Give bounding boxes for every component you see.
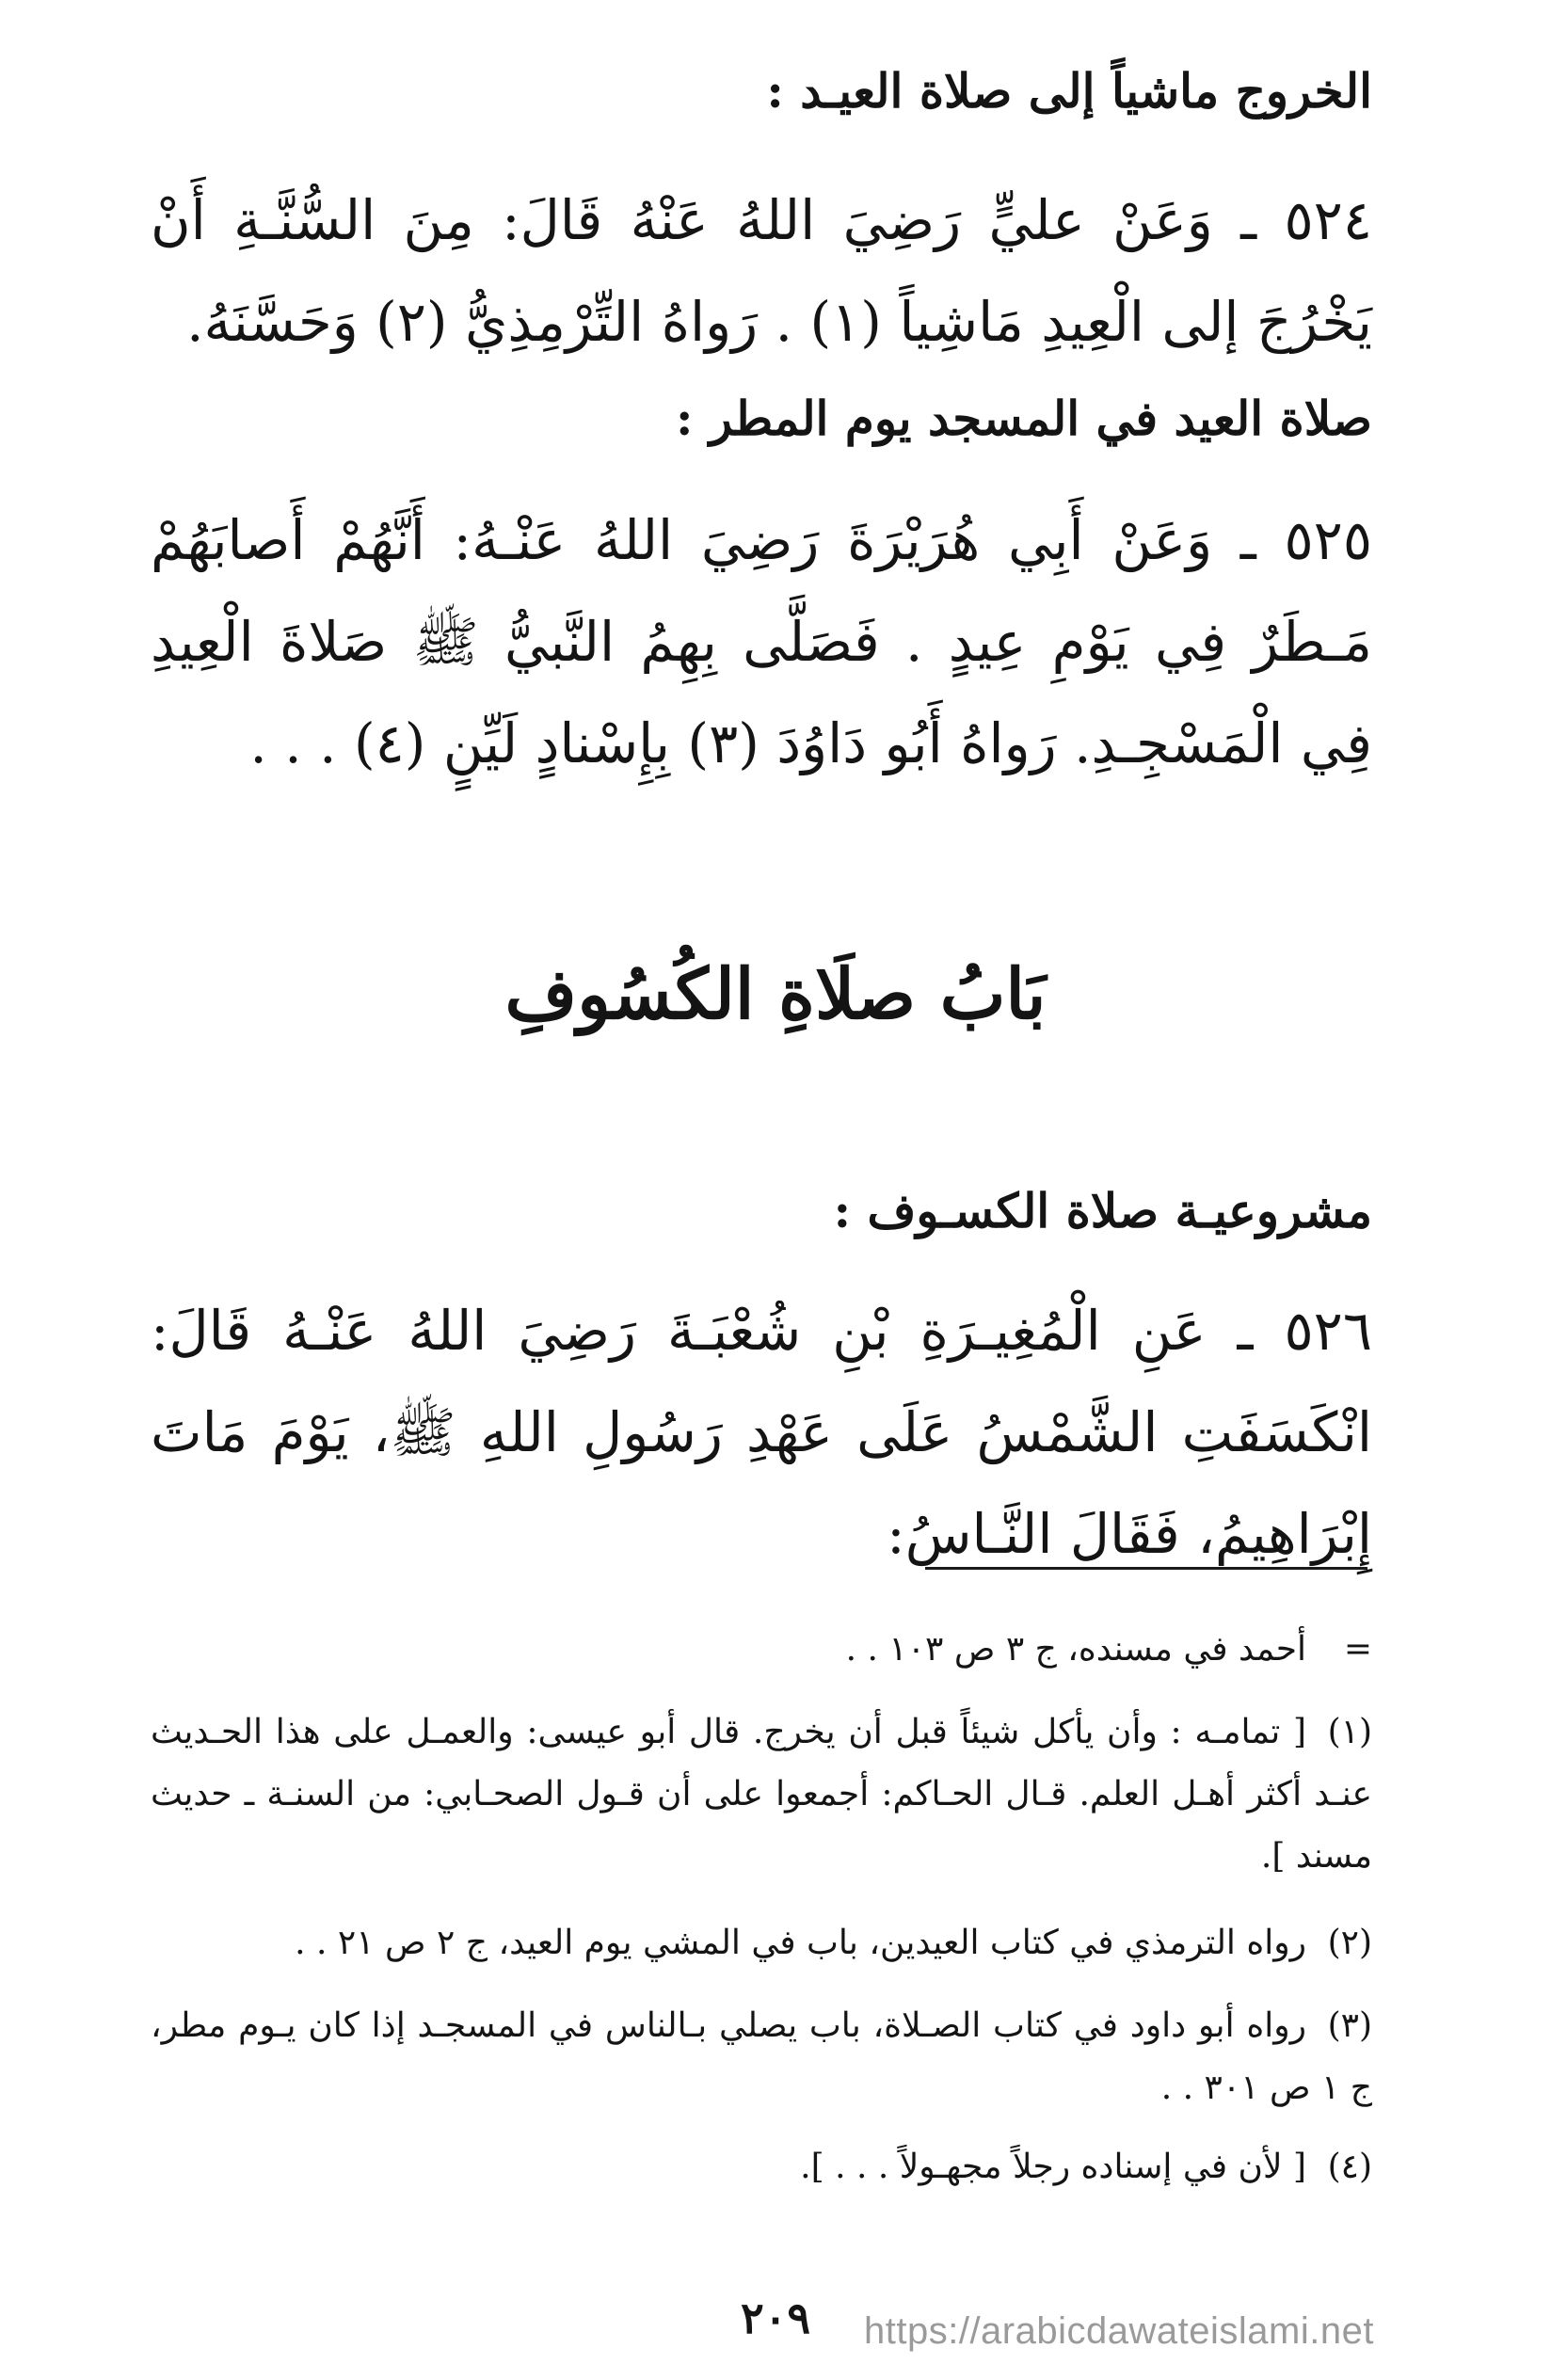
- footnote-marker: (٤): [1327, 2148, 1372, 2186]
- footnote-3: [151, 1995, 1372, 2119]
- footnote-marker: (٣): [1327, 2006, 1372, 2045]
- section-heading-walking-to-eid: الخروج ماشياً إلى صلاة العيـد :: [766, 63, 1372, 119]
- hadith-526: ٥٢٦ ـ عَنِ الْمُغِيـرَةِ بْنِ شُعْبَـةَ رَضِيَ اللهُ عَنْـهُ قَالَ: انْكَسَفَتِ الشَّمْسُ عَلَى عَهْدِ رَسُولِ اللهِ ﷺ، يَوْمَ مَاتَ إِبْرَاهِيمُ، فَقَالَ النَّـاسُ:: [151, 1299, 1372, 1566]
- hadith-525: ٥٢٥ ـ وَعَنْ أَبِي هُرَيْرَةَ رَضِيَ اللهُ عَنْـهُ: أَنَّهُمْ أَصابَهُمْ مَـطَرٌ فِي يَوْمِ عِيدٍ . فَصَلَّى بِهِمُ النَّبيُّ ﷺ صَلاةَ الْعِيدِ فِي الْمَسْجِـدِ. رَواهُ أَبُو دَاوُدَ (٣) بِإِسْنادٍ لَيِّنٍ (٤) . . .: [151, 508, 1372, 775]
- footnote-text: رواه أبو داود في كتاب الصـلاة، باب يصلي بـالناس في المسجـد إذا كان يـوم مطر، ج ١ ص ٣٠١ . .: [151, 2006, 1372, 2107]
- footnote-2: [151, 1912, 1372, 1974]
- watermark-url: https://arabicdawateislami.net: [864, 2310, 1374, 2352]
- footnote-text: رواه الترمذي في كتاب العيدين، باب في المشي يوم العيد، ج ٢ ص ٢١ . .: [295, 1924, 1306, 1962]
- section-heading-eclipse-prayer: مشروعيـة صلاة الكسـوف :: [833, 1183, 1372, 1238]
- section-heading-eid-in-mosque: صلاة العيد في المسجد يوم المطر :: [675, 391, 1372, 446]
- footnote-marker: =: [1343, 1630, 1372, 1669]
- footnote-4: [151, 2136, 1372, 2198]
- footnote-continued: [151, 1619, 1372, 1681]
- chapter-title: بَابُ صلَاةِ الكُسُوفِ: [504, 954, 1047, 1035]
- hadith-524: ٥٢٤ ـ وَعَنْ عليٍّ رَضِيَ اللهُ عَنْهُ قَالَ: مِنَ السُّنَّـةِ أَنْ يَخْرُجَ إلى الْعِيدِ مَاشِياً (١) . رَواهُ التِّرْمِذِيُّ (٢) وَحَسَّنَهُ.: [151, 188, 1372, 354]
- footnote-marker: (٢): [1327, 1924, 1372, 1962]
- footnote-marker: (١): [1327, 1713, 1372, 1751]
- footnote-divider: [925, 1567, 1367, 1570]
- footnote-text: [ لأن في إسناده رجلاً مجهـولاً . . . ].: [800, 2148, 1306, 2186]
- footnote-text: أحمد في مسنده، ج ٣ ص ١٠٣ . .: [845, 1630, 1306, 1669]
- footnote-text: [ تمامـه : وأن يأكل شيئاً قبل أن يخرج. قال أبو عيسى: والعمـل على هذا الحـديث عنـد أكثر أهـل العلم. قـال الحـاكم: أجمعوا على أن قـول الصحـابي: من السنـة ـ حديث مسند ].: [151, 1713, 1372, 1876]
- footnote-1: [151, 1701, 1372, 1888]
- page-number: ٢٠٩: [740, 2292, 811, 2343]
